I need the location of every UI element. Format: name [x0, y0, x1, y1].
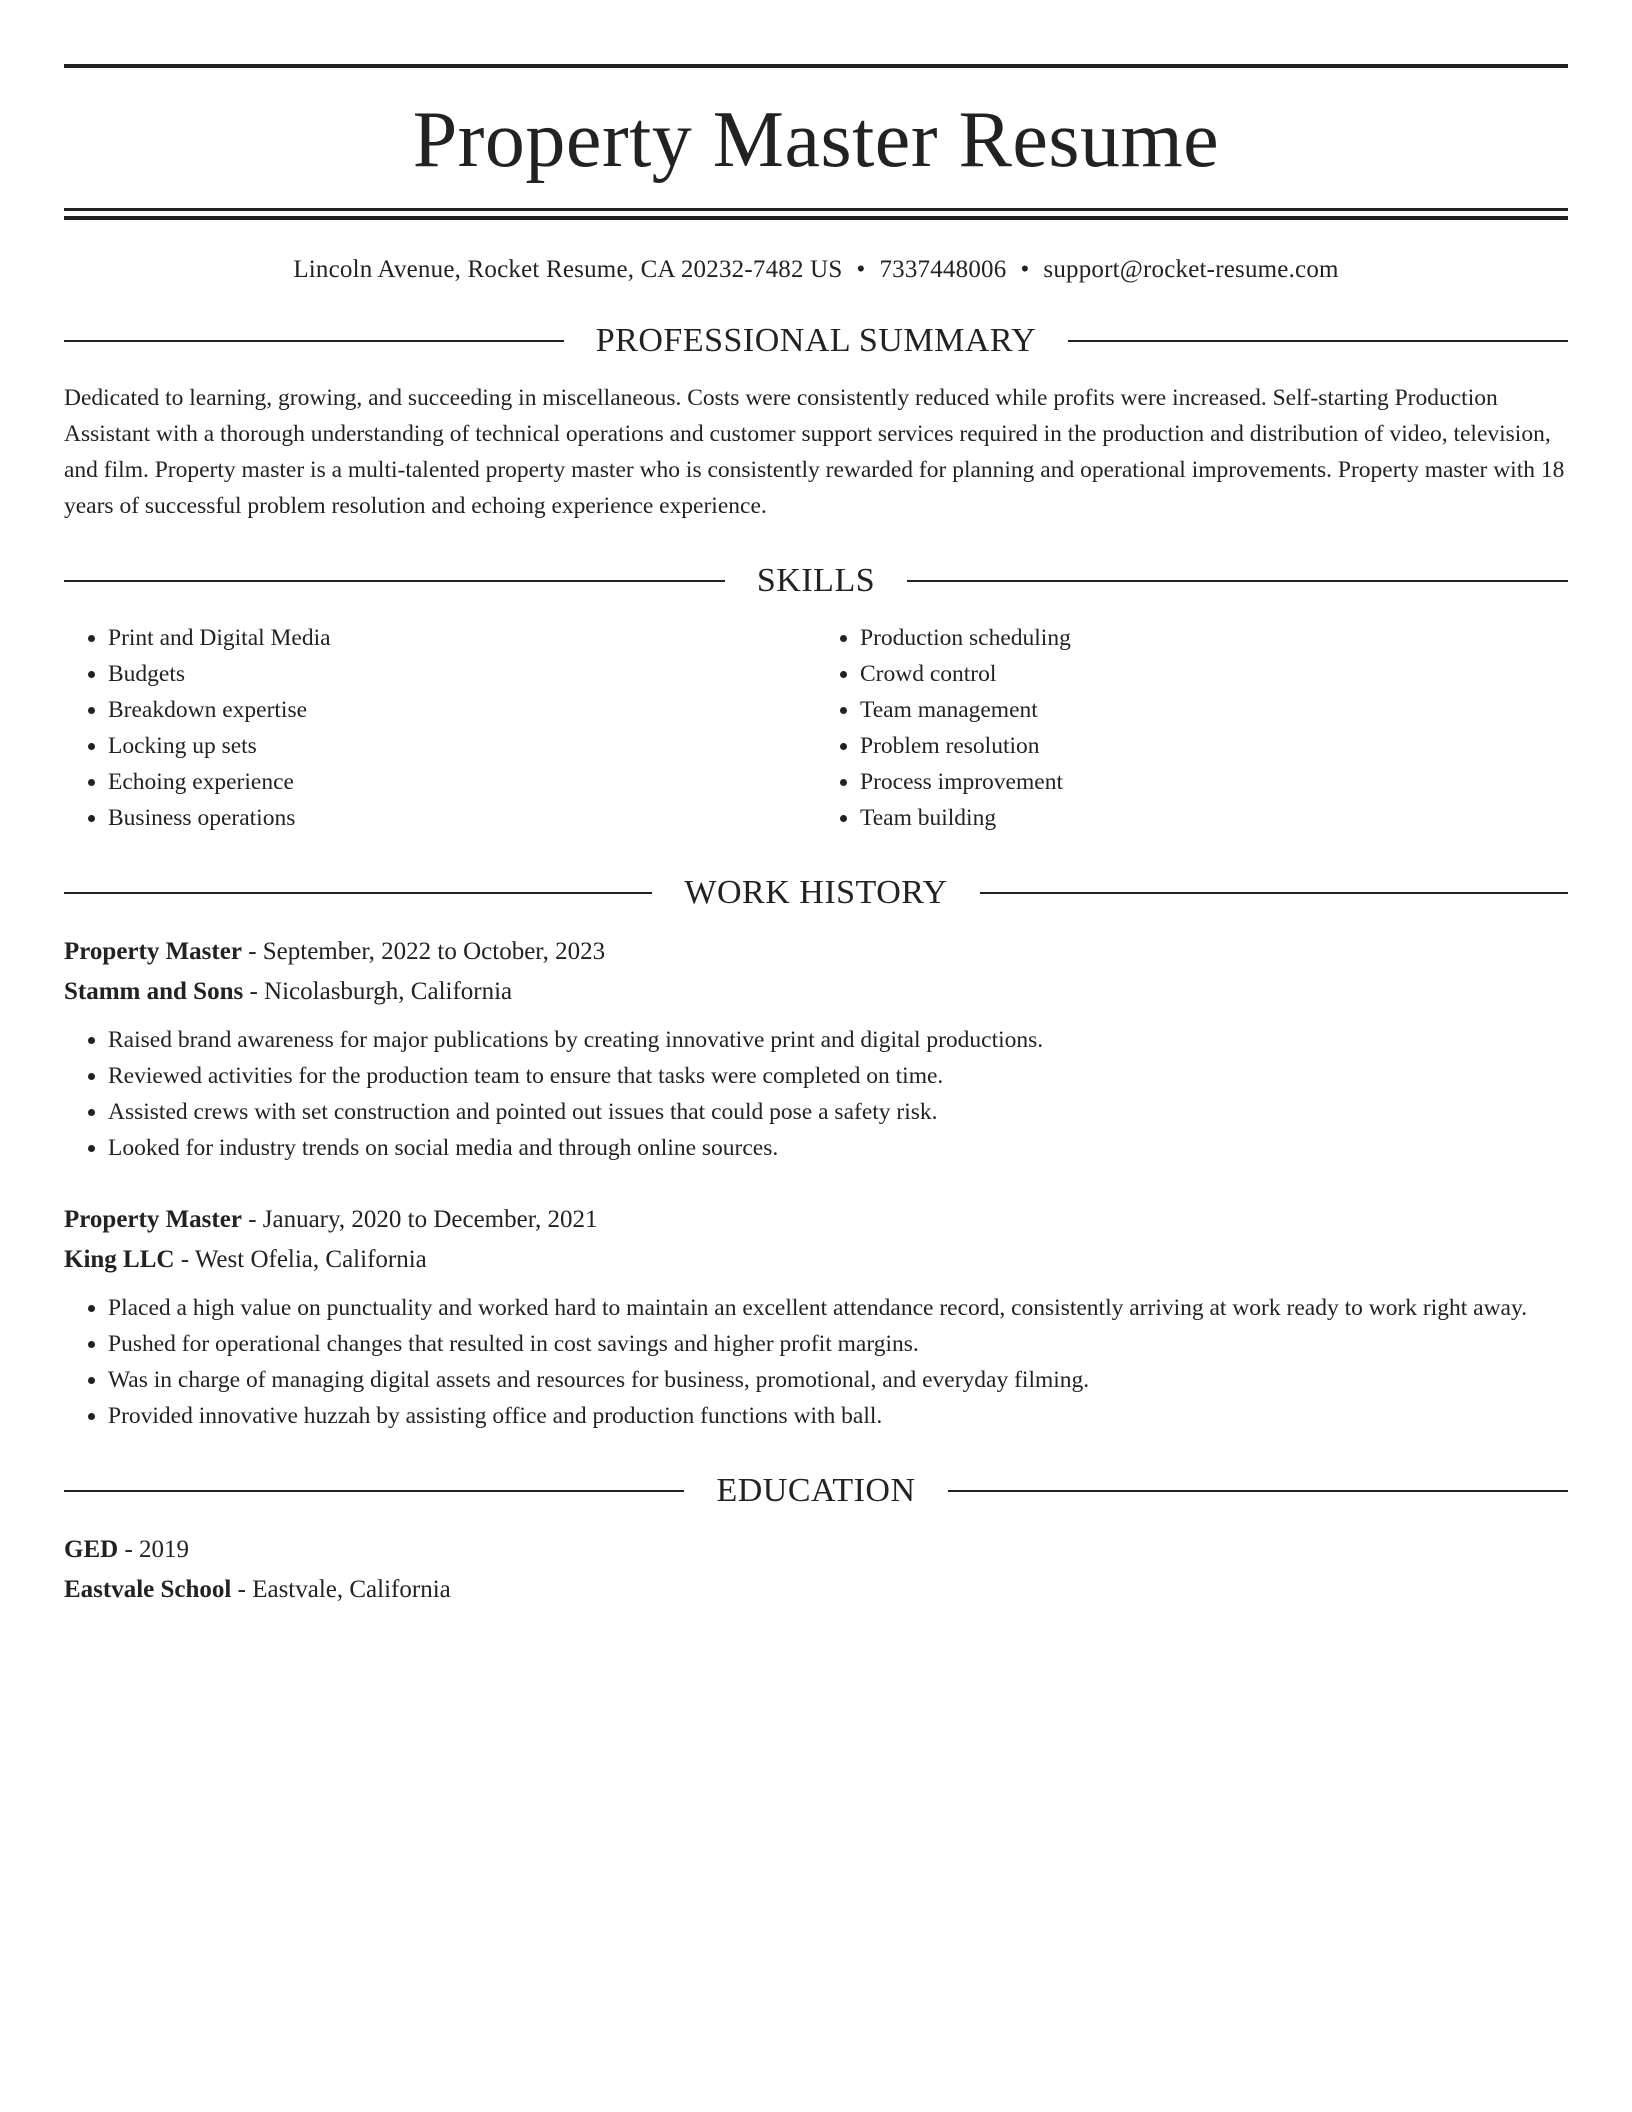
- job-company: King LLC: [64, 1246, 175, 1273]
- section-title-work: WORK HISTORY: [684, 874, 948, 911]
- resume-title: Property Master Resume: [412, 96, 1220, 184]
- contact-email: support@rocket-resume.com: [1043, 256, 1339, 283]
- section-title-summary: PROFESSIONAL SUMMARY: [595, 322, 1037, 359]
- job-title-line: [64, 932, 1568, 972]
- contact-line: [64, 256, 1568, 284]
- education-school: Eastvale School: [64, 1576, 232, 1603]
- job-bullet: • Reviewed activities for the production team to ensure that tasks were completed on time.: [108, 1058, 1568, 1094]
- skill-item: • Breakdown expertise: [108, 692, 816, 728]
- section-title-skills: SKILLS: [756, 562, 876, 599]
- education-school-line: [64, 1570, 1568, 1610]
- job-title-line: [64, 1200, 1568, 1240]
- contact-separator: •: [1020, 256, 1030, 283]
- section-rule-left: [64, 892, 652, 894]
- skill-item: • Print and Digital Media: [108, 620, 816, 656]
- top-rule: [64, 64, 1568, 68]
- job-bullet: • Provided innovative huzzah by assisting office and production functions with ball.: [108, 1398, 1568, 1434]
- section-title-education: EDUCATION: [716, 1472, 916, 1509]
- education-year: - 2019: [118, 1536, 190, 1563]
- skill-item: • Echoing experience: [108, 764, 816, 800]
- job-bullet: • Assisted crews with set construction and pointed out issues that could pose a safety risk.: [108, 1094, 1568, 1130]
- job-bullets: [64, 1290, 1568, 1434]
- section-header-summary: [64, 324, 1568, 358]
- job-dates: - September, 2022 to October, 2023: [241, 938, 606, 965]
- job-title: Property Master: [64, 938, 242, 965]
- contact-address: Lincoln Avenue, Rocket Resume, CA 20232-7482 US: [293, 256, 843, 283]
- education-location: - Eastvale, California: [231, 1576, 451, 1603]
- job-bullet: • Pushed for operational changes that resulted in cost savings and higher profit margins.: [108, 1326, 1568, 1362]
- job-location: - Nicolasburgh, California: [243, 978, 513, 1005]
- skill-item: • Budgets: [108, 656, 816, 692]
- contact-separator: •: [856, 256, 866, 283]
- section-rule-right: [980, 892, 1568, 894]
- skills-column-left: [64, 620, 816, 836]
- section-rule-left: [64, 1490, 684, 1492]
- job-bullets: [64, 1022, 1568, 1166]
- job-bullet: • Was in charge of managing digital assets and resources for business, promotional, and everyday filming.: [108, 1362, 1568, 1398]
- education-degree: GED: [64, 1536, 119, 1563]
- contact-phone: 7337448006: [879, 256, 1007, 283]
- section-rule-right: [948, 1490, 1568, 1492]
- job-bullet: • Raised brand awareness for major publications by creating innovative print and digital productions.: [108, 1022, 1568, 1058]
- skill-item: • Team building: [860, 800, 1568, 836]
- job-location: - West Ofelia, California: [174, 1246, 427, 1273]
- education-degree-line: [64, 1530, 1568, 1570]
- section-rule-right: [907, 580, 1568, 582]
- title-double-rule: [64, 208, 1568, 220]
- skills-list: [64, 620, 1568, 836]
- summary-text: Dedicated to learning, growing, and succeeding in miscellaneous. Costs were consistently reduced while profits were increased. Self-starting Production Assistant with a thorough understanding of technical operations and customer support services required in the production and distribution of video, television, and film. Property master is a multi-talented property master who is consistently rewarded for planning and operational improvements. Property master with 18 years of successful problem resolution and echoing experience experience.: [64, 385, 1565, 519]
- section-rule-left: [64, 340, 564, 342]
- skill-item: • Production scheduling: [860, 620, 1568, 656]
- section-rule-left: [64, 580, 725, 582]
- skill-item: • Team management: [860, 692, 1568, 728]
- skill-item: • Problem resolution: [860, 728, 1568, 764]
- section-header-education: [64, 1474, 1568, 1508]
- skills-column-right: [816, 620, 1568, 836]
- section-rule-right: [1068, 340, 1568, 342]
- job-title: Property Master: [64, 1206, 242, 1233]
- section-header-work: [64, 876, 1568, 910]
- skill-item: • Locking up sets: [108, 728, 816, 764]
- skill-item: • Crowd control: [860, 656, 1568, 692]
- job-entry: [64, 932, 1568, 1166]
- skill-item: • Process improvement: [860, 764, 1568, 800]
- job-company: Stamm and Sons: [64, 978, 244, 1005]
- job-company-line: [64, 972, 1568, 1012]
- job-company-line: [64, 1240, 1568, 1280]
- job-bullet: • Placed a high value on punctuality and worked hard to maintain an excellent attendance record, consistently arriving at work ready to work right away.: [108, 1290, 1568, 1326]
- job-entry: [64, 1200, 1568, 1434]
- section-header-skills: [64, 564, 1568, 598]
- skill-item: • Business operations: [108, 800, 816, 836]
- job-bullet: • Looked for industry trends on social media and through online sources.: [108, 1130, 1568, 1166]
- job-dates: - January, 2020 to December, 2021: [241, 1206, 598, 1233]
